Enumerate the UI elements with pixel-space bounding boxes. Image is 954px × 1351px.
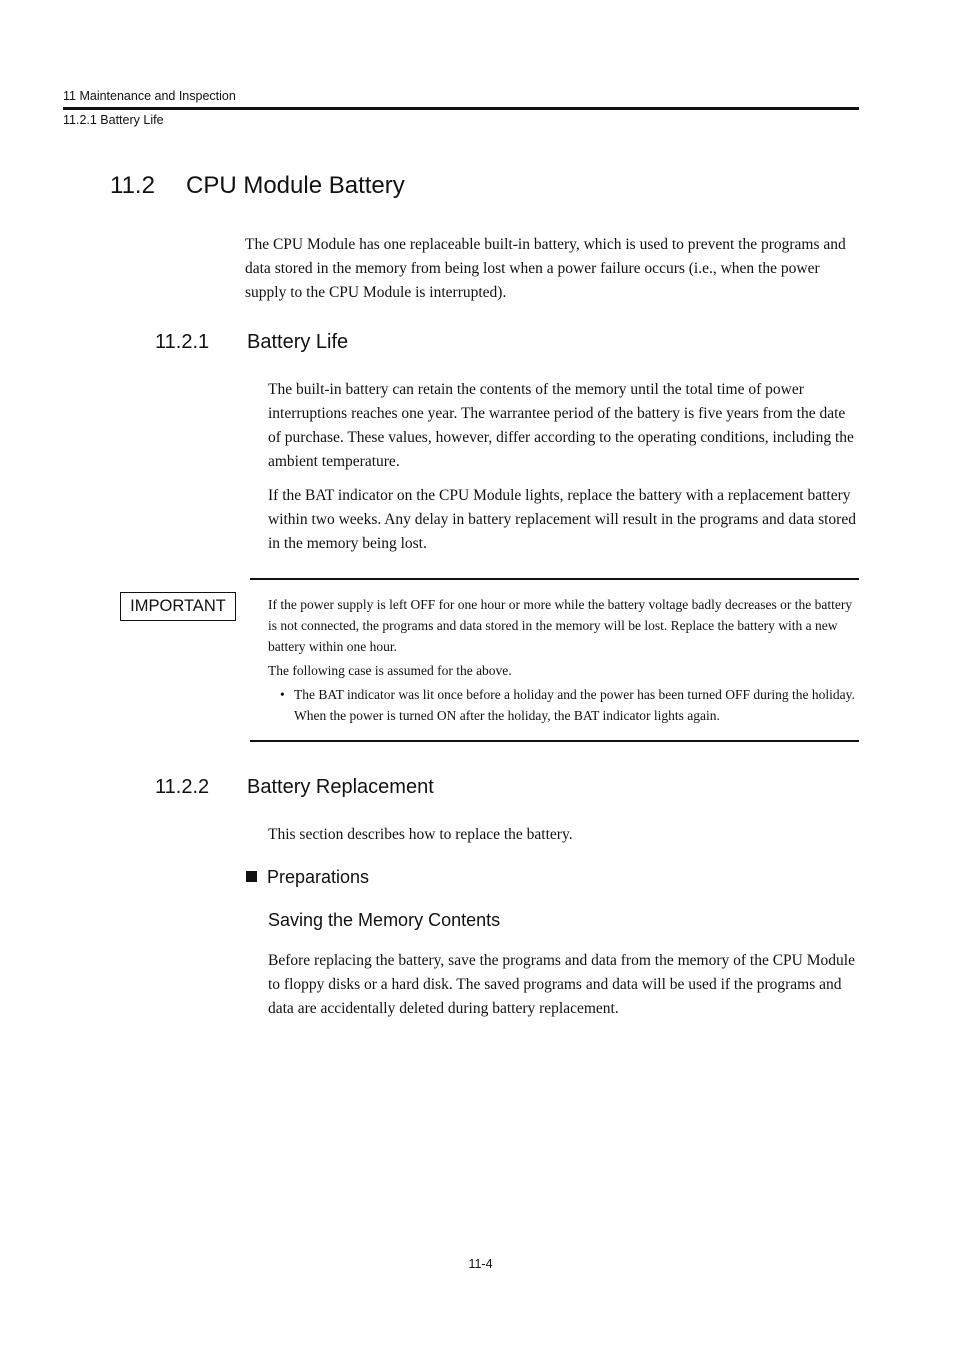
- important-top-rule: [250, 578, 859, 580]
- subsection-number-2: 11.2.2: [155, 776, 210, 798]
- header-rule: [63, 107, 859, 110]
- important-bottom-rule: [250, 740, 859, 742]
- square-bullet-icon: [246, 871, 257, 882]
- bullet-dot: •: [280, 687, 285, 702]
- replacement-intro: This section describes how to replace the battery.: [268, 826, 573, 843]
- important-case-intro: The following case is assumed for the above.: [268, 663, 512, 678]
- running-header-section: 11.2.1 Battery Life: [63, 113, 164, 127]
- important-text: If the power supply is left OFF for one hour or more while the battery voltage badly decreases or the battery is not connected, the programs and data stored in the memory will be lost. Replace the battery with a new battery within one hour.: [268, 597, 853, 654]
- important-bullet-item: [268, 684, 858, 726]
- saving-memory-paragraph: Before replacing the battery, save the programs and data from the memory of the CPU Module to floppy disks or a hard disk. The saved programs and data will be used if the programs and data are accidentally deleted during battery replacement.: [268, 952, 855, 1017]
- running-header-chapter: 11 Maintenance and Inspection: [63, 89, 236, 103]
- important-bullet-text: The BAT indicator was lit once before a holiday and the power has been turned OFF during the holiday. When the power is turned ON after the holiday, the BAT indicator lights again.: [294, 687, 855, 723]
- section-title: CPU Module Battery: [186, 172, 405, 199]
- important-label: IMPORTANT: [120, 592, 236, 621]
- subsection-number: 11.2.1: [155, 331, 210, 353]
- battery-life-paragraph-2: If the BAT indicator on the CPU Module lights, replace the battery with a replacement battery within two weeks. Any delay in battery replacement will result in the programs and data stored in the memory being lost.: [268, 487, 856, 552]
- saving-memory-heading: Saving the Memory Contents: [268, 910, 501, 930]
- preparations-label: Preparations: [267, 867, 370, 887]
- preparations-heading: [246, 867, 369, 888]
- page-number: 11-4: [468, 1257, 493, 1271]
- section-number: 11.2: [110, 172, 155, 199]
- section-intro: The CPU Module has one replaceable built-in battery, which is used to prevent the programs and data stored in the memory from being lost when a power failure occurs (i.e., when the power supply to the CPU Module is interrupted).: [245, 236, 846, 301]
- subsection-title: Battery Life: [247, 331, 349, 353]
- battery-life-paragraph-1: The built-in battery can retain the contents of the memory until the total time of power interruptions reaches one year. The warrantee period of the battery is five years from the date of purchase. These values, however, differ according to the operating conditions, including the ambient temperature.: [268, 381, 854, 470]
- important-note: [268, 594, 858, 726]
- subsection-title-2: Battery Replacement: [247, 776, 434, 798]
